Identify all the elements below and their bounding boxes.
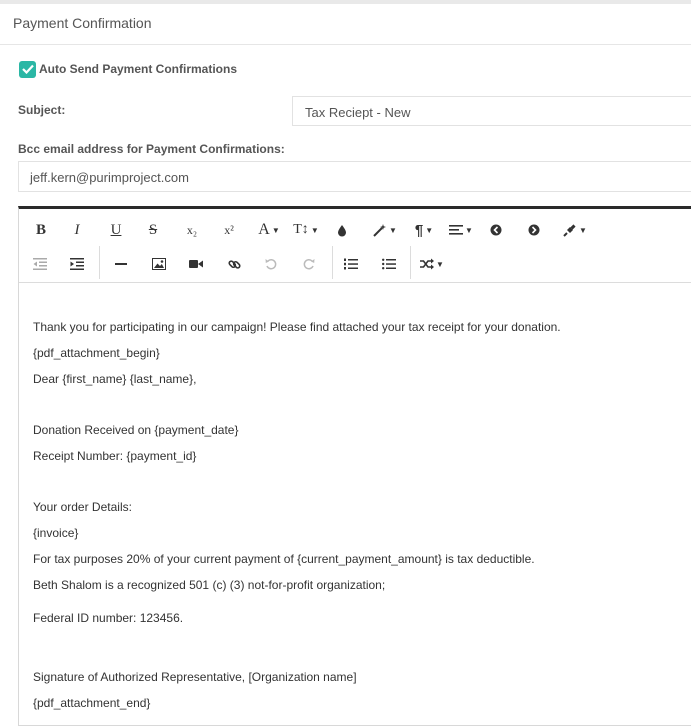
chevron-down-icon: ▼ bbox=[425, 225, 434, 235]
undo-button[interactable] bbox=[262, 252, 280, 276]
font-size-dropdown[interactable] bbox=[292, 218, 320, 242]
outdent-icon bbox=[33, 258, 47, 270]
editor-toolbar bbox=[19, 209, 691, 283]
shuffle-icon bbox=[420, 258, 434, 270]
chevron-down-icon: ▼ bbox=[271, 225, 280, 235]
undo-icon bbox=[265, 258, 277, 270]
insert-image-button[interactable] bbox=[150, 252, 168, 276]
indent-icon bbox=[70, 258, 84, 270]
font-label: A bbox=[258, 221, 270, 238]
plug-icon bbox=[563, 223, 577, 237]
style-dropdown[interactable] bbox=[372, 218, 398, 242]
body-line: Donation Received on {payment_date} bbox=[33, 423, 239, 437]
body-line: Federal ID number: 123456. bbox=[33, 611, 184, 625]
subscript-label: x₂ bbox=[186, 222, 198, 237]
align-dropdown[interactable] bbox=[447, 218, 475, 242]
checkmark-icon bbox=[22, 64, 34, 74]
chevron-down-icon: ▼ bbox=[579, 225, 587, 235]
strike-label: S bbox=[148, 221, 158, 238]
subscript-button[interactable] bbox=[181, 218, 203, 242]
toolbar-divider bbox=[332, 246, 333, 279]
subject-input[interactable] bbox=[292, 96, 691, 126]
shuffle-dropdown[interactable] bbox=[419, 252, 445, 276]
redo-icon bbox=[303, 258, 315, 270]
paragraph-dropdown[interactable] bbox=[411, 218, 437, 242]
body-line: Receipt Number: {payment_id} bbox=[33, 449, 197, 463]
rich-text-editor bbox=[18, 206, 691, 726]
auto-send-label: Auto Send Payment Confirmations bbox=[39, 62, 238, 76]
align-left-icon bbox=[449, 224, 463, 236]
font-family-dropdown[interactable] bbox=[255, 218, 283, 242]
italic-button[interactable] bbox=[67, 218, 87, 242]
unordered-list-icon bbox=[382, 258, 396, 270]
font-size-label: T↕ bbox=[293, 222, 309, 237]
body-line: Dear {first_name} {last_name}, bbox=[33, 372, 197, 386]
bold-label: B bbox=[35, 221, 46, 238]
color-button[interactable] bbox=[334, 218, 350, 242]
plugin-dropdown[interactable] bbox=[561, 218, 589, 242]
panel-header bbox=[0, 4, 691, 45]
subject-label: Subject: bbox=[18, 103, 66, 117]
chevron-down-icon: ▼ bbox=[389, 225, 397, 235]
droplet-icon bbox=[337, 224, 347, 237]
body-line: Your order Details: bbox=[33, 500, 132, 514]
bold-button[interactable] bbox=[31, 218, 51, 242]
superscript-button[interactable] bbox=[218, 218, 240, 242]
chevron-down-icon: ▼ bbox=[310, 225, 319, 235]
body-line: For tax purposes 20% of your current payment of {current_payment_amount} is tax deductible. bbox=[33, 552, 535, 566]
insert-video-button[interactable] bbox=[187, 252, 205, 276]
underline-button[interactable] bbox=[106, 218, 126, 242]
unordered-list-button[interactable] bbox=[380, 252, 398, 276]
body-line: {pdf_attachment_end} bbox=[33, 696, 151, 710]
superscript-label: x² bbox=[224, 222, 234, 237]
paragraph-label: ¶ bbox=[414, 221, 424, 239]
chevron-down-icon: ▼ bbox=[436, 259, 444, 269]
ordered-list-icon bbox=[344, 258, 358, 270]
outdent-button[interactable] bbox=[31, 252, 49, 276]
undo-circle-button[interactable] bbox=[488, 218, 504, 242]
link-icon bbox=[228, 258, 241, 271]
bcc-label: Bcc email address for Payment Confirmations: bbox=[18, 142, 285, 156]
horizontal-rule-icon bbox=[115, 262, 127, 266]
subject-value: Tax Reciept - New bbox=[305, 105, 411, 120]
ordered-list-button[interactable] bbox=[342, 252, 360, 276]
insert-link-button[interactable] bbox=[225, 252, 243, 276]
circle-arrow-right-icon bbox=[528, 224, 540, 236]
indent-button[interactable] bbox=[68, 252, 86, 276]
redo-button[interactable] bbox=[300, 252, 318, 276]
body-line: {invoice} bbox=[33, 526, 79, 540]
page-title: Payment Confirmation bbox=[13, 15, 152, 31]
toolbar-divider bbox=[99, 246, 100, 279]
horizontal-rule-button[interactable] bbox=[112, 252, 130, 276]
auto-send-checkbox[interactable] bbox=[19, 61, 36, 78]
underline-label: U bbox=[110, 221, 122, 238]
circle-arrow-left-icon bbox=[490, 224, 502, 236]
body-line: Beth Shalom is a recognized 501 (c) (3) not-for-profit organization; bbox=[33, 578, 386, 592]
bcc-email-value: jeff.kern@purimproject.com bbox=[30, 170, 189, 185]
bcc-email-input[interactable] bbox=[18, 161, 691, 192]
body-line: Thank you for participating in our campaign! Please find attached your tax receipt for your donation. bbox=[33, 320, 561, 334]
body-line: {pdf_attachment_begin} bbox=[33, 346, 160, 360]
toolbar-divider bbox=[410, 246, 411, 279]
image-icon bbox=[152, 258, 166, 270]
body-line: Signature of Authorized Representative, [Organization name] bbox=[33, 670, 357, 684]
italic-label: I bbox=[74, 221, 80, 238]
redo-circle-button[interactable] bbox=[526, 218, 542, 242]
strikethrough-button[interactable] bbox=[143, 218, 163, 242]
auto-send-row[interactable] bbox=[19, 60, 237, 78]
chevron-down-icon: ▼ bbox=[465, 225, 473, 235]
video-camera-icon bbox=[189, 259, 203, 269]
magic-wand-icon bbox=[373, 223, 387, 237]
